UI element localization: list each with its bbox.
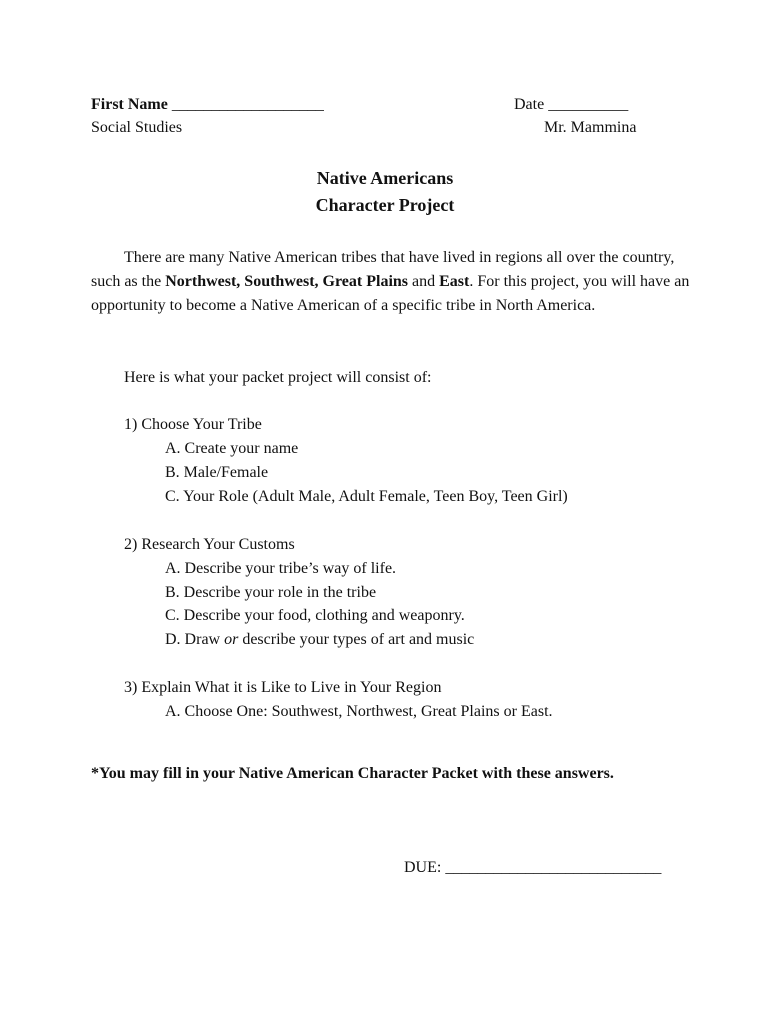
section-heading-tribe: 1) Choose Your Tribe	[124, 416, 262, 433]
list-item: A. Create your name	[165, 440, 299, 457]
intro-paragraph	[91, 246, 691, 318]
first-name-blank: ___________________	[171, 96, 324, 113]
list-item: A. Describe your tribe’s way of life.	[165, 560, 397, 577]
due-blank: ___________________________	[445, 859, 662, 876]
date-blank: __________	[548, 96, 629, 113]
section-heading-customs: 2) Research Your Customs	[124, 536, 295, 553]
first-name-line	[91, 95, 324, 115]
intro-region-east: East	[439, 273, 470, 290]
list-item: A. Choose One: Southwest, Northwest, Great Plains or East.	[165, 703, 553, 720]
date-line	[514, 95, 628, 115]
date-label: Date	[514, 96, 545, 113]
item-d-prefix: D. Draw	[165, 631, 225, 648]
page-subtitle: Character Project	[315, 195, 455, 215]
list-item: B. Male/Female	[165, 464, 269, 481]
section-heading-region: 3) Explain What it is Like to Live in Your Region	[124, 679, 442, 696]
due-line	[404, 858, 661, 878]
item-d-emphasis: or	[224, 631, 239, 648]
intro-text-3: . For this project, you will have an opportunity to become a Native American of a specific tribe in North America.	[91, 273, 690, 314]
subject: Social Studies	[91, 119, 183, 136]
page-title: Native Americans	[316, 168, 454, 188]
item-d-suffix: describe your types of art and music	[238, 631, 475, 648]
intro-text-2: and	[408, 273, 440, 290]
list-item: C. Describe your food, clothing and weaponry.	[165, 607, 465, 624]
packet-note: *You may fill in your Native American Character Packet with these answers.	[91, 765, 614, 782]
teacher-name: Mr. Mammina	[544, 119, 637, 136]
list-item	[165, 630, 474, 650]
list-item: C. Your Role (Adult Male, Adult Female, Teen Boy, Teen Girl)	[165, 488, 568, 505]
due-label: DUE:	[404, 859, 442, 876]
packet-intro: Here is what your packet project will consist of:	[124, 369, 432, 386]
first-name-label: First Name	[91, 96, 168, 113]
list-item: B. Describe your role in the tribe	[165, 584, 377, 601]
intro-regions: Northwest, Southwest, Great Plains	[165, 273, 409, 290]
intro-text-1: There are many Native American tribes that have lived in regions all over the country, such as the	[91, 249, 675, 290]
